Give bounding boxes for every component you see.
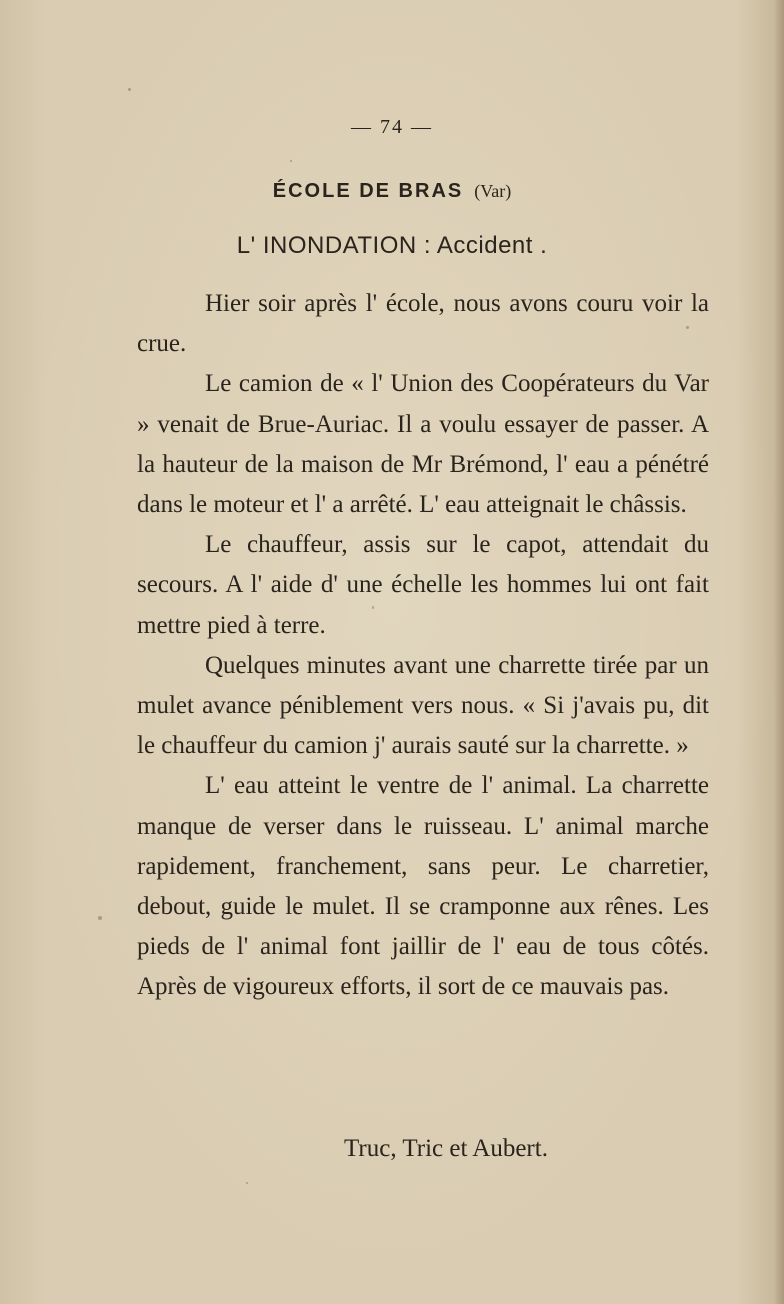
paragraph: L' eau atteint le ventre de l' animal. La charrette manque de verser dans le ruisseau. L' animal marche rapidement, franchement, sans peur. Le charretier, debout, guide le mulet. Il se cramponne aux rênes. Les pieds de l' animal font jaillir de l' eau de tous côtés. Après de vigoureux efforts, il sort de ce mauvais pas. [137,772,709,1001]
school-name: ÉCOLE DE BRAS [272,180,464,202]
page-number: — 74 — [351,116,433,138]
paper-speck [290,160,292,162]
school-heading [0,180,784,203]
article-body [137,284,709,1008]
paper-speck [128,88,131,91]
paragraph: Hier soir après l' école, nous avons couru voir la crue. [137,290,709,358]
paper-speck [246,1182,248,1184]
paper-speck [98,916,102,920]
paragraph: Le chauffeur, assis sur le capot, attendait du secours. A l' aide d' une échelle les hommes lui ont fait mettre pied à terre. [137,531,709,639]
paragraph: Le camion de « l' Union des Coopérateurs du Var » venait de Brue-Auriac. Il a voulu essayer de passer. A la hauteur de la maison de Mr Brémond, l' eau a pénétré dans le moteur et l' a arrêté. L' eau atteignait le châssis. [137,370,709,519]
paragraph: Quelques minutes avant une charrette tirée par un mulet avance péniblement vers nous. « Si j'avais pu, dit le chauffeur du camion j' aurais sauté sur la charrette. » [137,651,709,760]
article-title: L' INONDATION : Accident . [236,232,548,259]
signature: Truc, Tric et Aubert. [344,1135,548,1162]
school-region: (Var) [474,181,512,201]
